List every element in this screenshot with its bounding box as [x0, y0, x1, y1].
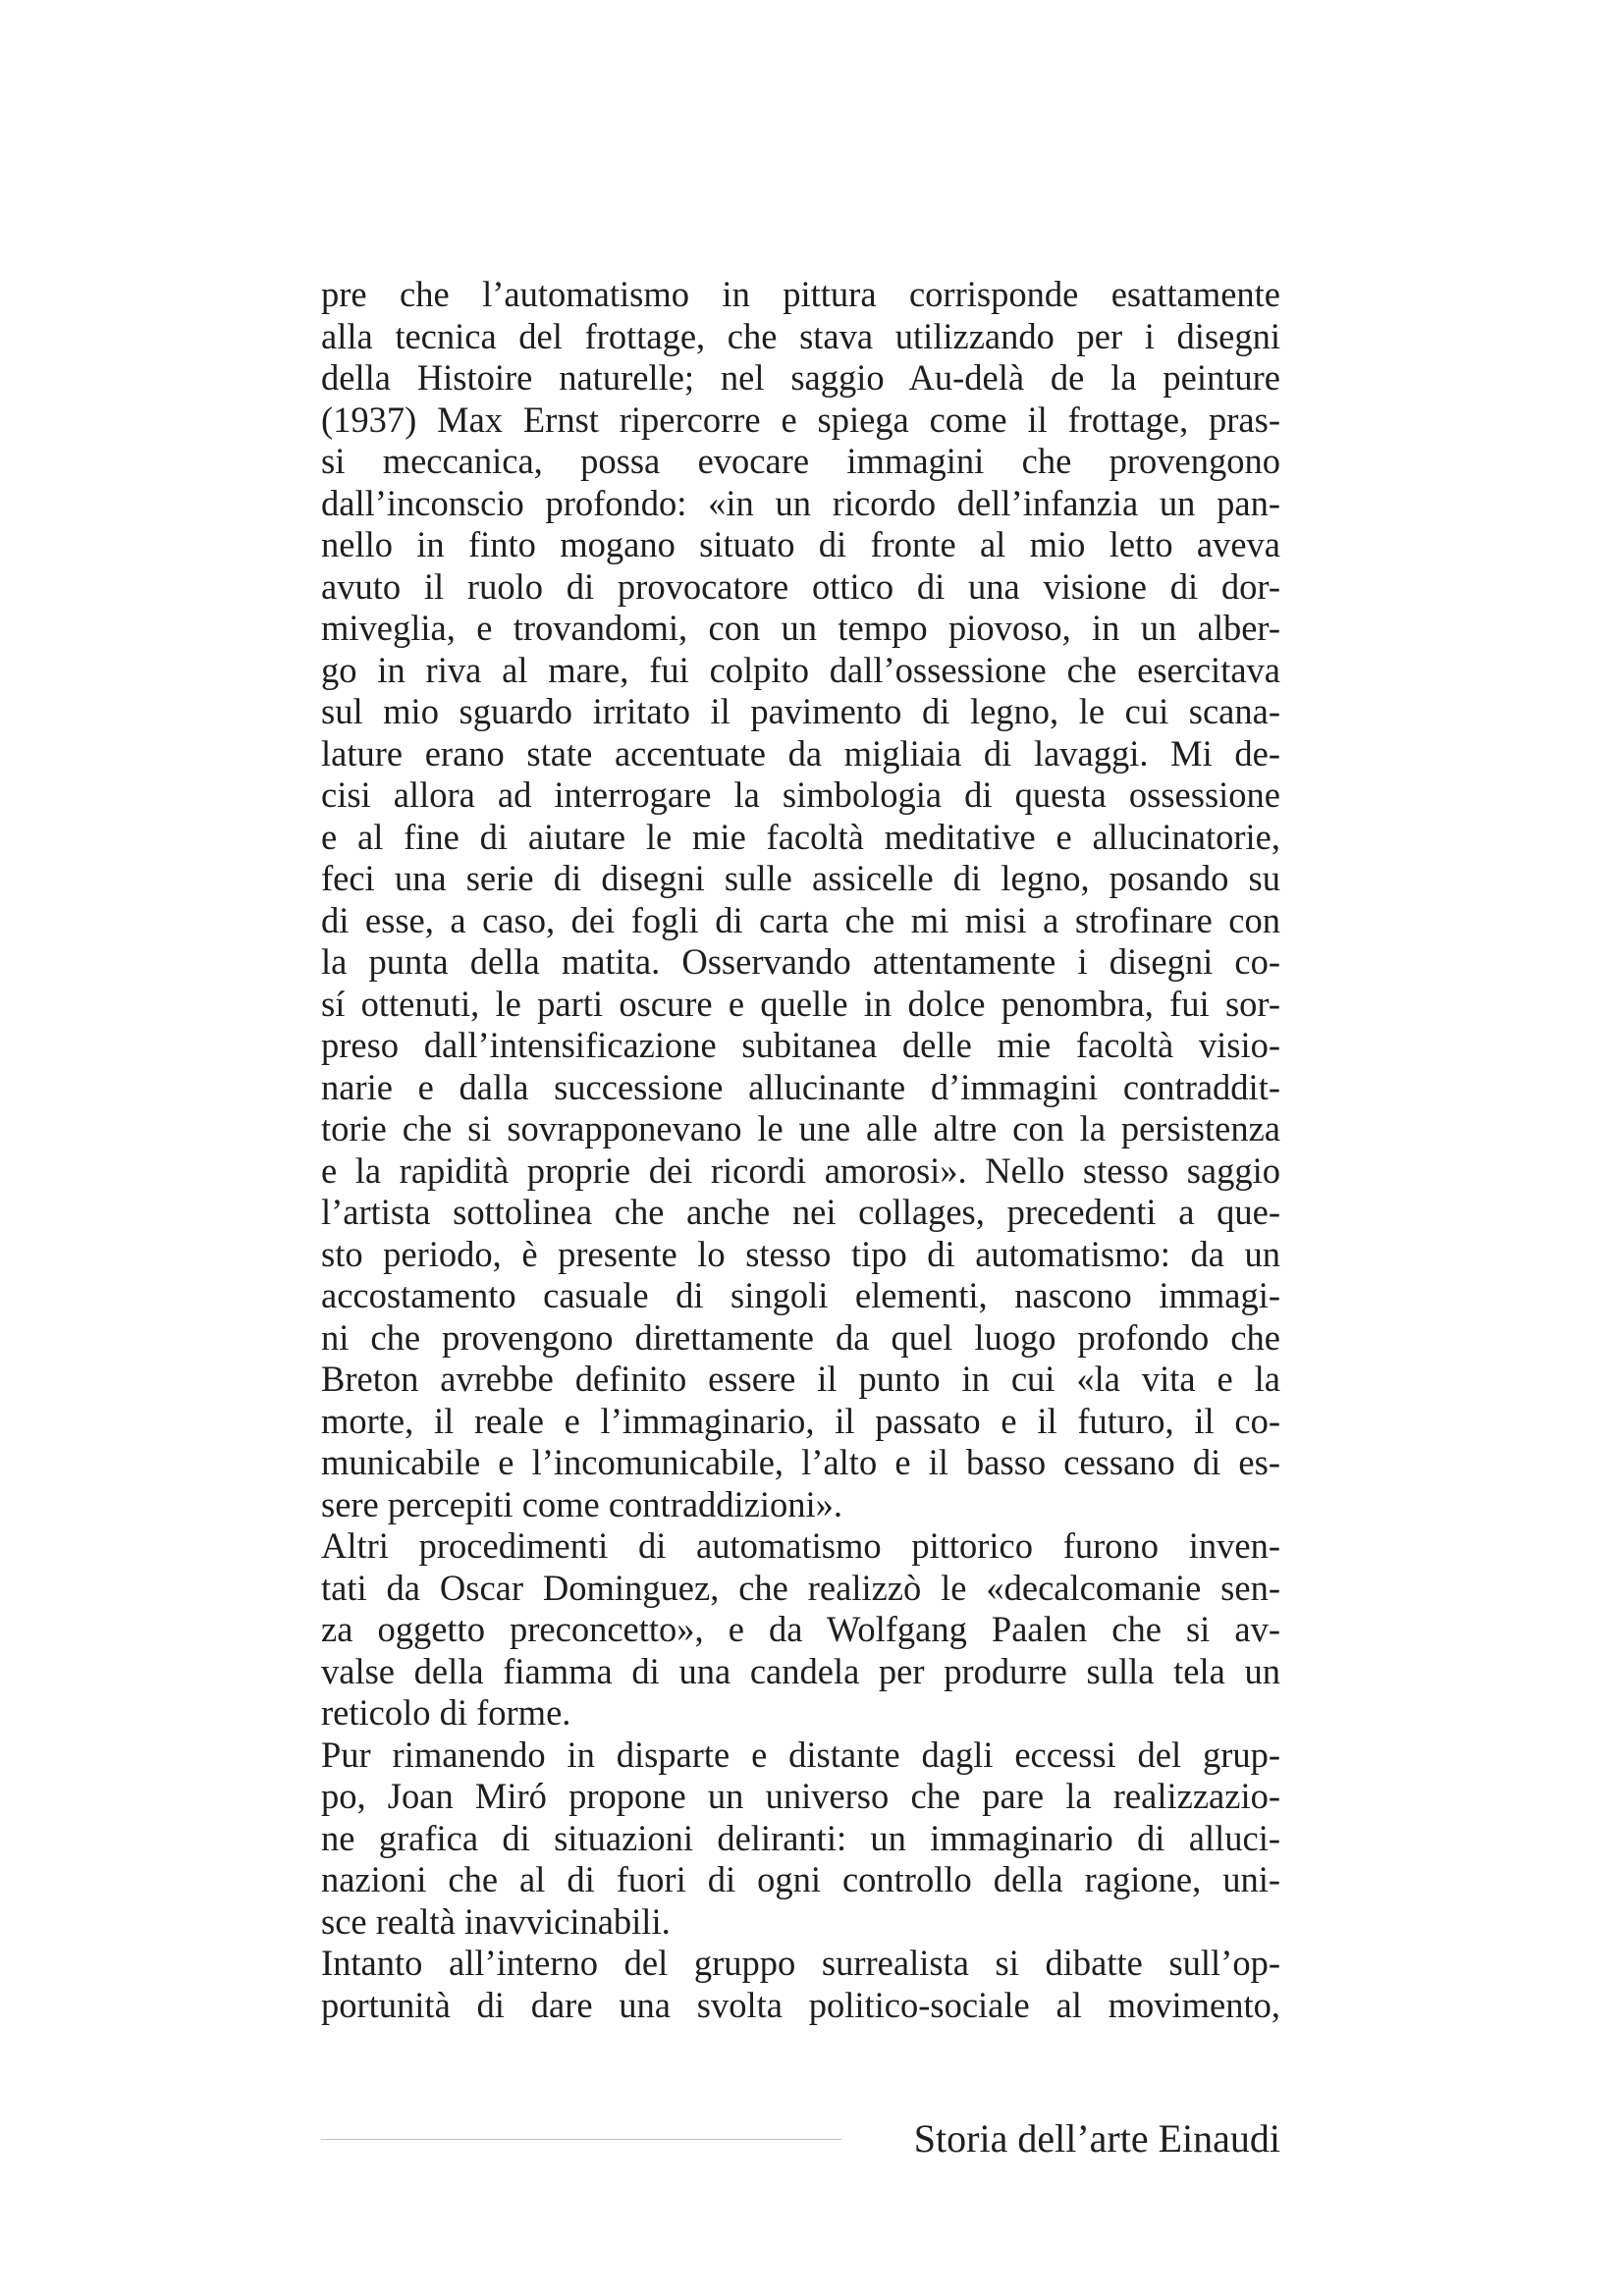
- text-line: miveglia, e trovandomi, con un tempo piovoso, in un alber-: [321, 608, 1280, 648]
- text-line: sere percepiti come contraddizioni».: [321, 1483, 843, 1524]
- text-line: tati da Oscar Dominguez, che realizzò le «decalcomanie sen-: [321, 1567, 1280, 1608]
- text-line: morte, il reale e l’immaginario, il passato e il futuro, il co-: [321, 1400, 1280, 1441]
- text-line: la punta della matita. Osservando attentamente i disegni co-: [321, 941, 1280, 982]
- text-line: sul mio sguardo irritato il pavimento di legno, le cui scana-: [321, 691, 1280, 731]
- text-line: nello in finto mogano situato di fronte al mio letto aveva: [321, 524, 1280, 564]
- text-line: e la rapidità proprie dei ricordi amorosi». Nello stesso saggio: [321, 1149, 1280, 1191]
- text-line: lature erano state accentuate da migliaia di lavaggi. Mi de-: [321, 732, 1280, 774]
- text-line: narie e dalla successione allucinante d’immagini contraddit-: [321, 1066, 1280, 1107]
- text-line: valse della fiamma di una candela per produrre sulla tela un: [321, 1650, 1280, 1691]
- text-line: accostamento casuale di singoli elementi, nascono immagi-: [321, 1275, 1280, 1315]
- text-line: e al fine di aiutare le mie facoltà meditative e allucinatorie,: [321, 816, 1280, 857]
- text-line: feci una serie di disegni sulle assicelle di legno, posando su: [321, 858, 1280, 898]
- text-line: avuto il ruolo di provocatore ottico di una visione di dor-: [321, 565, 1280, 607]
- text-line: Breton avrebbe definito essere il punto in cui «la vita e la: [321, 1359, 1280, 1399]
- text-line: sto periodo, è presente lo stesso tipo di automatismo: da un: [321, 1233, 1280, 1274]
- text-line: go in riva al mare, fui colpito dall’ossessione che esercitava: [321, 649, 1280, 690]
- text-line: ni che provengono direttamente da quel luogo profondo che: [321, 1316, 1280, 1358]
- footer-rule: [321, 2139, 841, 2140]
- text-line: nazioni che al di fuori di ogni controllo della ragione, uni-: [321, 1859, 1280, 1899]
- text-line: pre che l’automatismo in pittura corrisponde esattamente: [321, 274, 1280, 314]
- text-line: po, Joan Miró propone un universo che pare la realizzazio-: [321, 1776, 1280, 1816]
- text-line: l’artista sottolinea che anche nei collages, precedenti a que-: [321, 1192, 1280, 1232]
- text-line: Intanto all’interno del gruppo surrealista si dibatte sull’op-: [321, 1943, 1280, 1983]
- text-line: dall’inconscio profondo: «in un ricordo dell’infanzia un pan-: [321, 482, 1280, 523]
- text-line: Altri procedimenti di automatismo pittorico furono inven-: [321, 1525, 1280, 1566]
- text-line: Pur rimanendo in disparte e distante dagli eccessi del grup-: [321, 1734, 1280, 1775]
- text-line: portunità di dare una svolta politico-sociale al movimento,: [321, 1984, 1280, 2025]
- text-line: cisi allora ad interrogare la simbologia di questa ossessione: [321, 774, 1280, 815]
- text-line: preso dall’intensificazione subitanea delle mie facoltà visio-: [321, 1025, 1280, 1065]
- text-line: za oggetto preconcetto», e da Wolfgang Paalen che si av-: [321, 1609, 1280, 1649]
- text-line: ne grafica di situazioni deliranti: un immaginario di alluci-: [321, 1817, 1280, 1858]
- page-footer: [321, 2115, 1280, 2164]
- text-line: reticolo di forme.: [321, 1692, 571, 1733]
- text-line: della Histoire naturelle; nel saggio Au-delà de la peinture: [321, 357, 1280, 398]
- text-line: municabile e l’incomunicabile, l’alto e il basso cessano di es-: [321, 1442, 1280, 1482]
- text-line: si meccanica, possa evocare immagini che provengono: [321, 441, 1280, 481]
- text-line: sí ottenuti, le parti oscure e quelle in dolce penombra, fui sor-: [321, 983, 1280, 1024]
- running-title: Storia dell’arte Einaudi: [913, 2116, 1280, 2161]
- text-line: alla tecnica del frottage, che stava utilizzando per i disegni: [321, 315, 1280, 356]
- text-line: (1937) Max Ernst ripercorre e spiega come il frottage, pras-: [321, 399, 1280, 440]
- body-text: [321, 274, 1280, 2026]
- text-line: di esse, a caso, dei fogli di carta che mi misi a strofinare con: [321, 899, 1280, 940]
- text-line: sce realtà inavvicinabili.: [321, 1900, 671, 1942]
- text-line: torie che si sovrapponevano le une alle altre con la persistenza: [321, 1108, 1280, 1148]
